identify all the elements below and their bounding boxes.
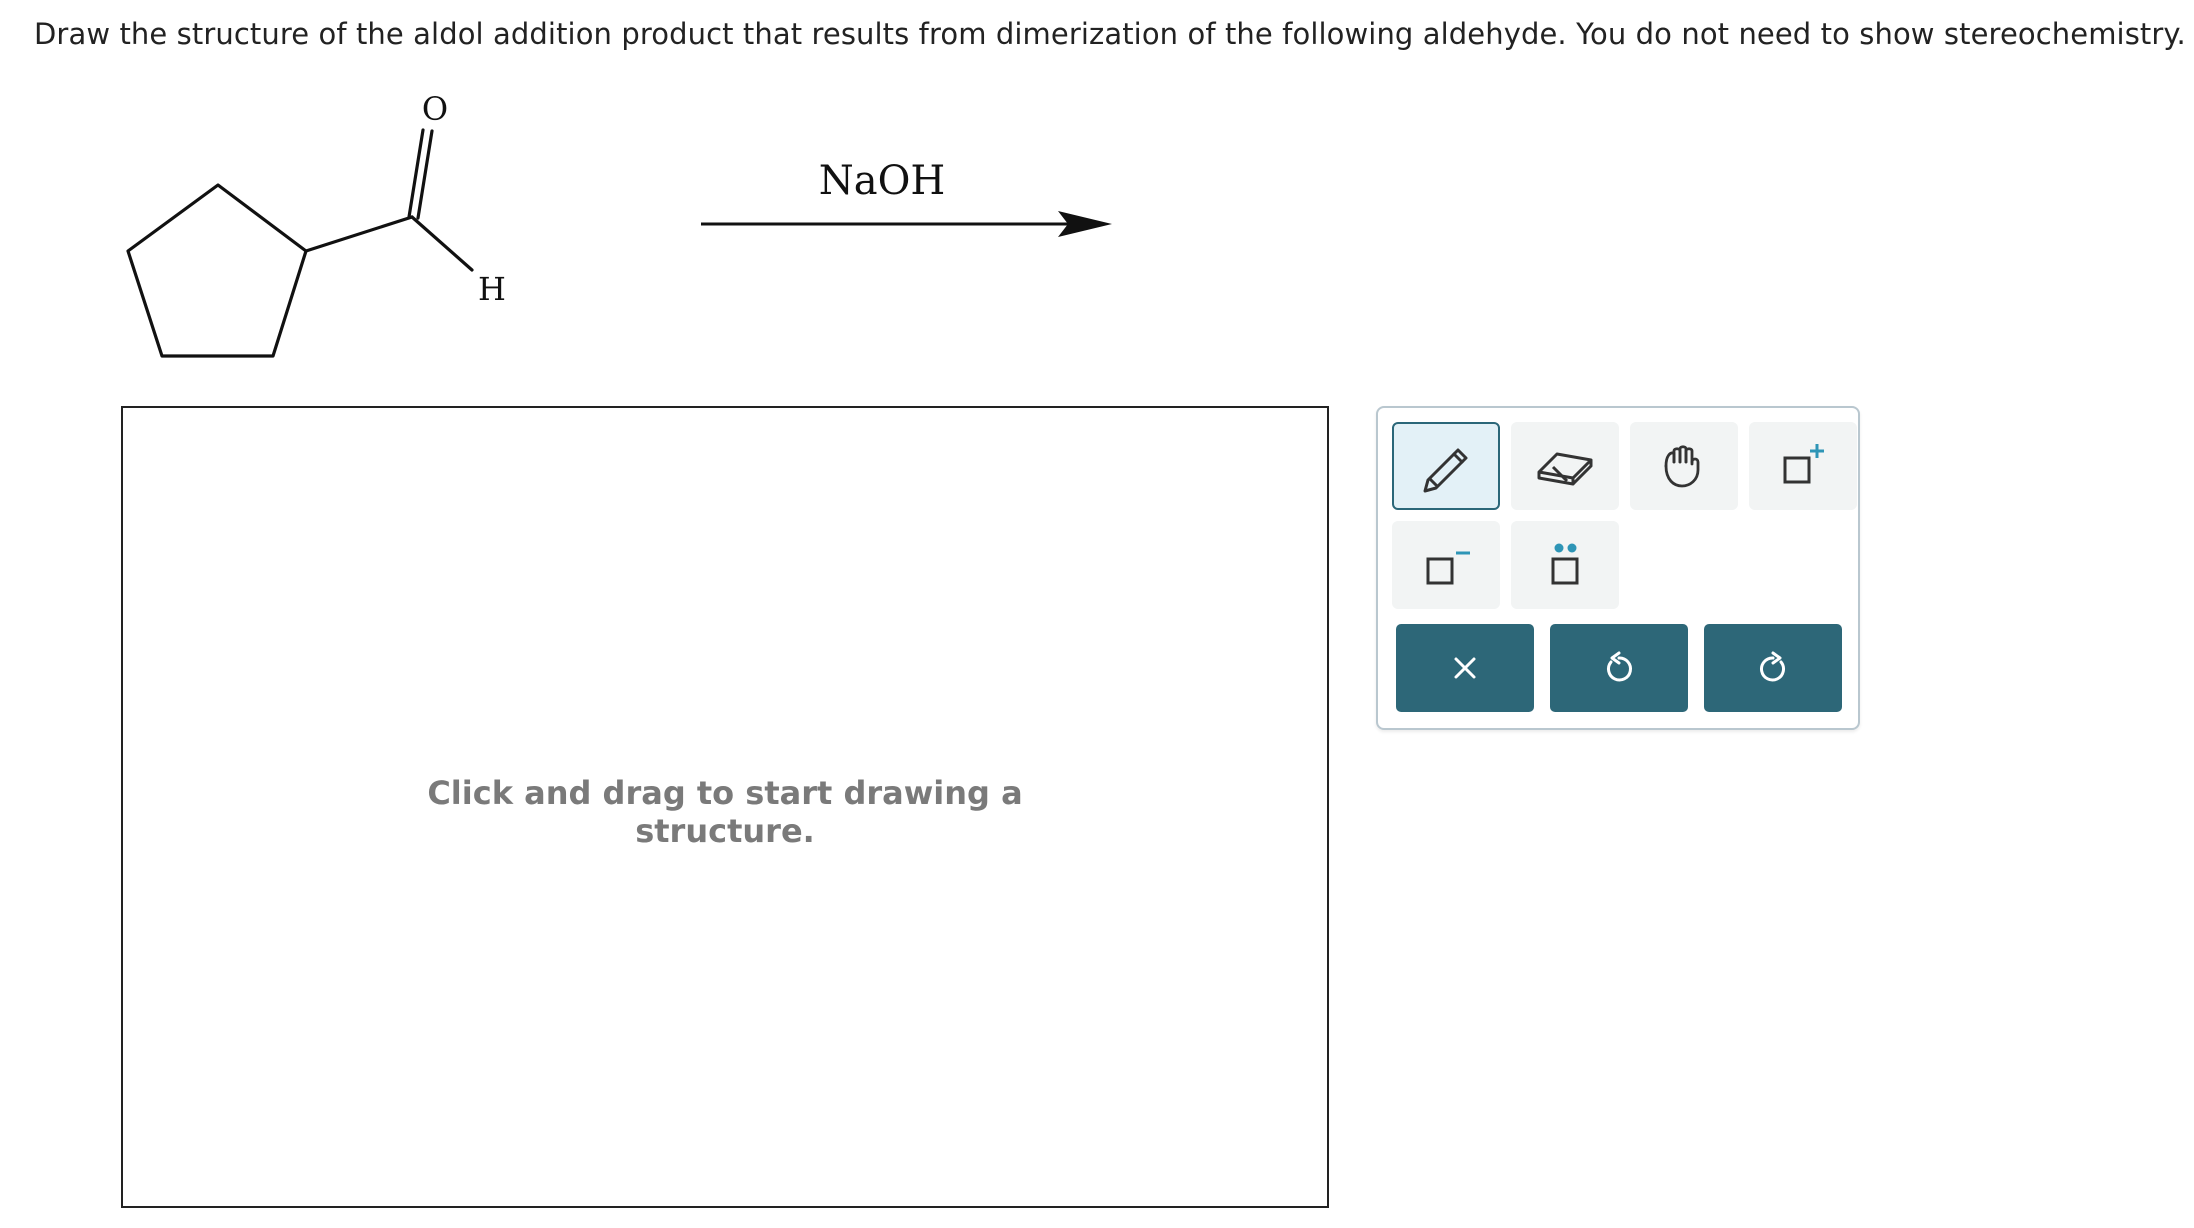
hydrogen-label: H <box>478 270 506 308</box>
negative-charge-tool[interactable] <box>1392 521 1500 609</box>
drawing-toolbar <box>1376 406 1860 730</box>
positive-charge-tool[interactable] <box>1749 422 1857 510</box>
pencil-tool[interactable] <box>1392 422 1500 510</box>
eraser-tool[interactable] <box>1511 422 1619 510</box>
hand-icon <box>1654 436 1714 496</box>
cyclopentanecarbaldehyde-structure <box>128 130 472 356</box>
canvas-hint-line-1: Click and drag to start drawing a <box>427 774 1023 812</box>
oxygen-label: O <box>421 90 449 128</box>
undo-icon <box>1599 648 1639 688</box>
negative-charge-icon <box>1416 535 1476 595</box>
drawing-canvas[interactable] <box>121 406 1329 1208</box>
question-text: Draw the structure of the aldol addition product that results from dimerization of the following aldehyde. You do not need to show stereochemistry. <box>34 17 2186 51</box>
positive-charge-icon <box>1773 436 1833 496</box>
cyclopentane-ring <box>128 185 306 356</box>
canvas-hint <box>123 774 1327 850</box>
move-tool[interactable] <box>1630 422 1738 510</box>
canvas-hint-line-2: structure. <box>635 812 815 850</box>
redo-icon <box>1753 648 1793 688</box>
reagent-label: NaOH <box>818 158 946 204</box>
redo-button[interactable] <box>1704 624 1842 712</box>
undo-button[interactable] <box>1550 624 1688 712</box>
aldehyde-h-bond <box>412 217 472 270</box>
pencil-icon <box>1416 436 1476 496</box>
lone-pair-tool[interactable] <box>1511 521 1619 609</box>
lone-pair-icon <box>1535 535 1595 595</box>
close-icon <box>1445 648 1485 688</box>
reaction-scheme <box>0 0 1150 400</box>
clear-button[interactable] <box>1396 624 1534 712</box>
ring-to-carbonyl-bond <box>306 217 412 251</box>
eraser-icon <box>1533 436 1597 496</box>
